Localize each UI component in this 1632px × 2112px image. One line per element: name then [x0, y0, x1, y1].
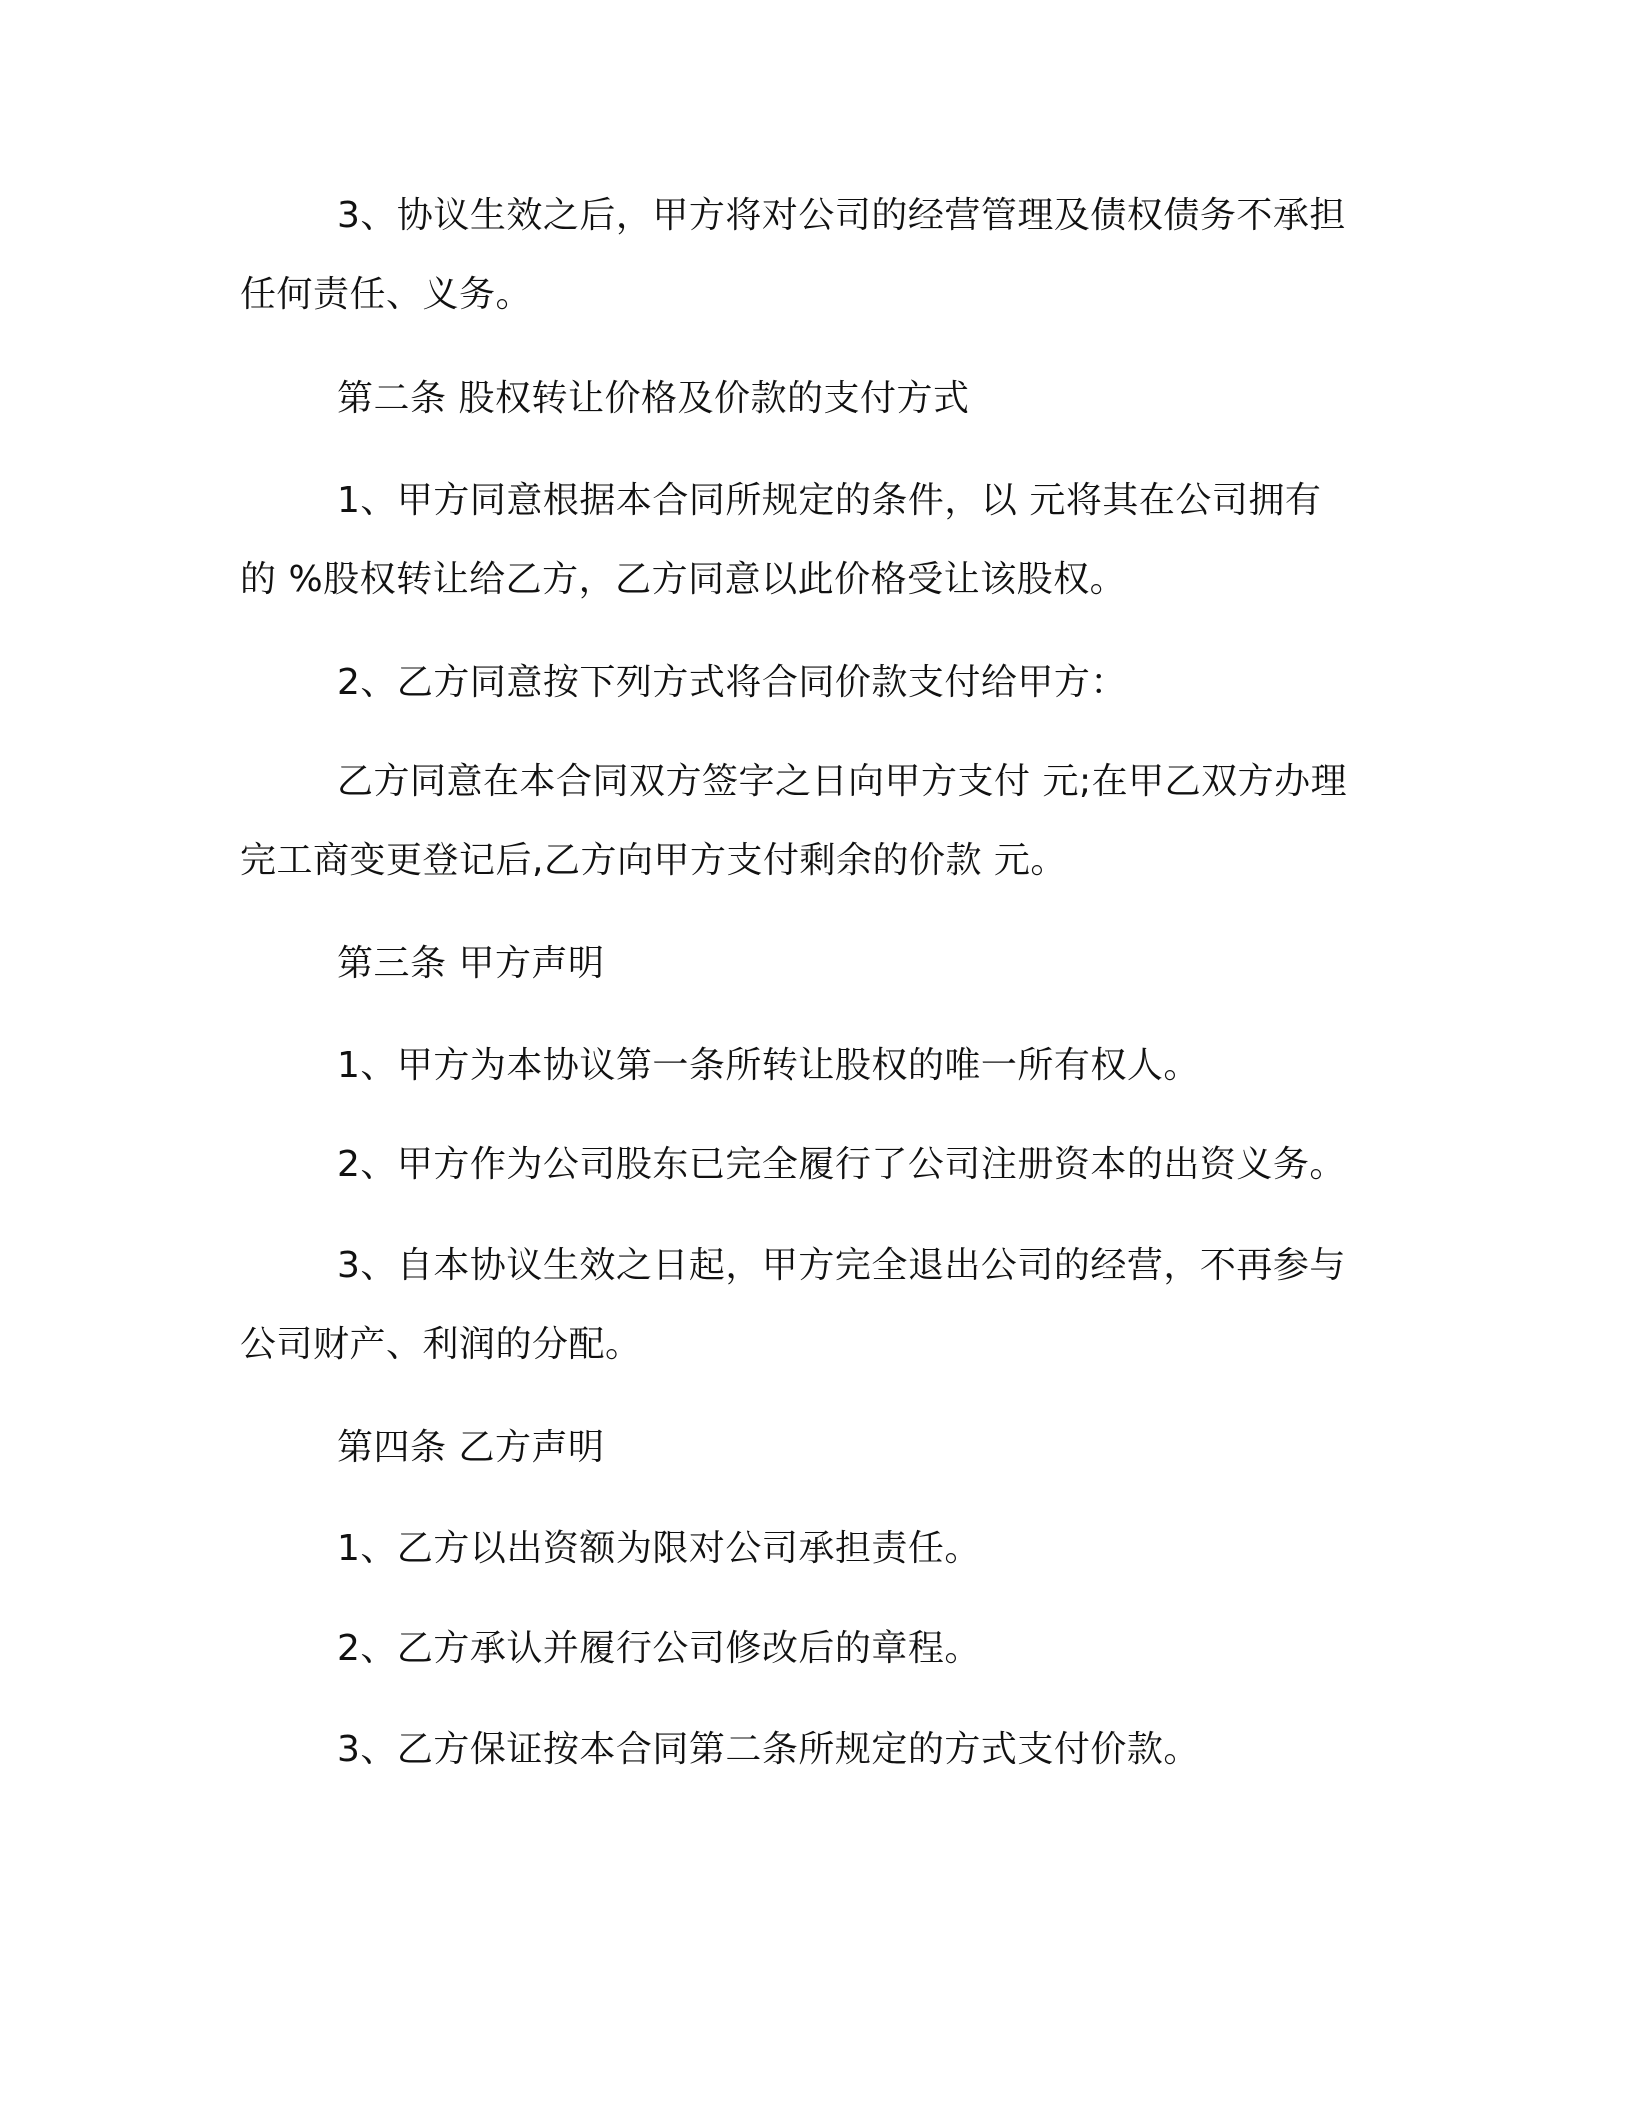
paragraph-line: 3、乙方保证按本合同第二条所规定的方式支付价款。 — [337, 1729, 1200, 1770]
paragraph-line: 第三条 甲方声明 — [337, 943, 605, 984]
paragraph-line: 2、乙方承认并履行公司修改后的章程。 — [337, 1628, 981, 1669]
article-3-item-3 — [240, 1226, 1360, 1384]
article-2-item-1 — [240, 461, 1360, 619]
paragraph-line: 3、自本协议生效之日起，甲方完全退出公司的经营，不再参与 — [337, 1245, 1346, 1286]
paragraph-line: 的 %股权转让给乙方，乙方同意以此价格受让该股权。 — [240, 559, 1127, 600]
article-4-item-2 — [240, 1609, 1360, 1688]
article-2-heading — [240, 359, 1360, 438]
paragraph-line: 1、甲方为本协议第一条所转让股权的唯一所有权人。 — [337, 1045, 1200, 1086]
payment-terms — [240, 742, 1360, 900]
article-3-heading — [240, 924, 1360, 1003]
paragraph-line: 任何责任、义务。 — [240, 274, 533, 315]
paragraph-line: 3、协议生效之后，甲方将对公司的经营管理及债权债务不承担 — [337, 195, 1346, 236]
article-4-heading — [240, 1408, 1360, 1487]
article-4-item-1 — [240, 1509, 1360, 1588]
paragraph-line: 公司财产、利润的分配。 — [240, 1324, 642, 1365]
paragraph-line: 第四条 乙方声明 — [337, 1427, 605, 1468]
paragraph-line: 1、甲方同意根据本合同所规定的条件，以 元将其在公司拥有 — [337, 480, 1322, 521]
paragraph-line: 乙方同意在本合同双方签字之日向甲方支付 元;在甲乙双方办理 — [337, 761, 1348, 802]
clause-1-item-3 — [240, 176, 1360, 334]
article-3-item-1 — [240, 1026, 1360, 1105]
article-3-item-2 — [240, 1125, 1360, 1204]
paragraph-line: 1、乙方以出资额为限对公司承担责任。 — [337, 1528, 981, 1569]
paragraph-line: 完工商变更登记后,乙方向甲方支付剩余的价款 元。 — [240, 840, 1067, 881]
article-4-item-3 — [240, 1710, 1360, 1789]
article-2-item-2 — [240, 643, 1360, 722]
paragraph-line: 第二条 股权转让价格及价款的支付方式 — [337, 378, 970, 419]
paragraph-line: 2、甲方作为公司股东已完全履行了公司注册资本的出资义务。 — [337, 1144, 1346, 1185]
paragraph-line: 2、乙方同意按下列方式将合同价款支付给甲方： — [337, 662, 1127, 703]
